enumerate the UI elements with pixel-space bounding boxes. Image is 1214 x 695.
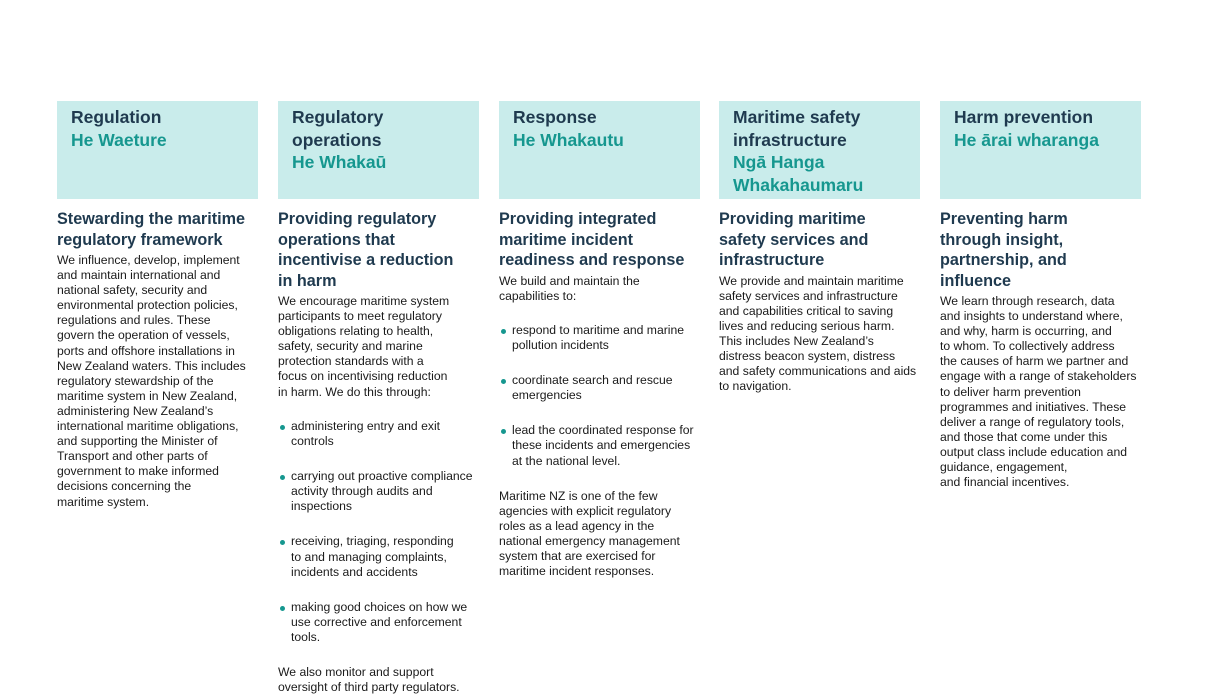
column-description: We provide and maintain maritime safety services and infrastructure and capabilities critical to saving lives and reducing serious harm. This includes New Zealand’s distress beacon system, distress and safety communications and aids to navigation.	[719, 273, 917, 394]
list-item-text: lead the coordinated response for these incidents and emergencies at the national level.	[512, 423, 694, 468]
list-item-text: receiving, triaging, responding to and managing complaints, incidents and accidents	[291, 534, 454, 579]
bullet-list	[278, 404, 479, 666]
list-item	[278, 600, 479, 645]
list-item	[278, 419, 479, 449]
column-description: We influence, develop, implement and maintain international and national safety, security and environmental protection policies, regulations and rules. These govern the operation of vessels, ports and offshore installations in New Zealand waters. This includes regulatory stewardship of the maritime system in New Zealand, administering New Zealand’s international maritime obligations, and supporting the Minister of Transport and other parts of government to make informed decisions concerning the maritime system.	[57, 253, 246, 509]
column-maori-title: He Waeture	[71, 129, 167, 150]
column-description: We encourage maritime system participants to meet regulatory obligations relating to health, safety, security and marine protection standards with a focus on incentivising reduction in harm. We do this through:	[278, 294, 450, 399]
column-subtitle: Stewarding the maritime regulatory framework	[57, 210, 245, 249]
column-maori-title: He Whakaū	[292, 152, 387, 172]
column-title: Harm prevention	[954, 107, 1094, 127]
list-item	[499, 323, 700, 353]
list-item-text: coordinate search and rescue emergencies	[512, 373, 673, 403]
column-subtitle: Providing integrated maritime incident readiness and response	[499, 210, 685, 269]
column-regulatory-operations	[278, 101, 479, 695]
list-item	[499, 423, 700, 468]
list-item-text: administering entry and exit controls	[291, 418, 441, 448]
list-item	[499, 373, 700, 403]
list-item-text: making good choices on how we use corrective and enforcement tools.	[291, 599, 468, 644]
column-subtitle: Providing maritime safety services and infrastructure	[719, 210, 869, 269]
column-maori-title: He ārai wharanga	[954, 129, 1099, 150]
bullet-icon	[280, 475, 285, 480]
bullet-icon	[280, 540, 285, 545]
list-item-text: respond to maritime and marine pollution incidents	[512, 322, 685, 352]
bullet-icon	[280, 606, 285, 611]
column-description: We learn through research, data and insights to understand where, and why, harm is occurring, and to whom. To collectively address the causes of harm we partner and engage with a range of stakeholders to deliver harm prevention programmes and initiatives. These deliver a range of regulatory tools, and those that come under this output class include education and guidance, engagement, and financial incentives.	[940, 294, 1137, 490]
column-header	[499, 101, 700, 199]
column-subtitle: Providing regulatory operations that incentivise a reduction in harm	[278, 210, 454, 290]
column-header	[278, 101, 479, 199]
column-harm-prevention	[940, 101, 1141, 490]
list-item	[278, 534, 479, 579]
column-response	[499, 101, 700, 579]
column-regulation	[57, 101, 258, 510]
bullet-icon	[501, 329, 506, 334]
column-maori-title: Ngā Hanga Whakahaumaru	[733, 152, 864, 195]
column-maori-title: He Whakautu	[513, 129, 624, 150]
list-item-text: carrying out proactive compliance activity through audits and inspections	[291, 469, 473, 514]
column-subtitle: Preventing harm through insight, partnership, and influence	[940, 210, 1068, 290]
column-header	[719, 101, 920, 199]
bullet-icon	[501, 429, 506, 434]
bullet-icon	[280, 425, 285, 430]
list-item	[278, 469, 479, 514]
column-title: Maritime safety infrastructure	[733, 107, 861, 150]
bullet-list	[499, 308, 700, 489]
column-title: Response	[513, 107, 597, 127]
column-header	[940, 101, 1141, 199]
column-header	[57, 101, 258, 199]
column-footnote: Maritime NZ is one of the few agencies with explicit regulatory roles as a lead agency in the national emergency management system that are exercised for maritime incident responses.	[499, 488, 680, 579]
column-maritime-safety-infrastructure	[719, 101, 920, 394]
column-description: We build and maintain the capabilities to:	[499, 273, 640, 303]
column-title: Regulatory operations	[292, 107, 384, 150]
column-title: Regulation	[71, 107, 162, 127]
bullet-icon	[501, 379, 506, 384]
column-footnote: We also monitor and support oversight of third party regulators.	[278, 665, 460, 695]
